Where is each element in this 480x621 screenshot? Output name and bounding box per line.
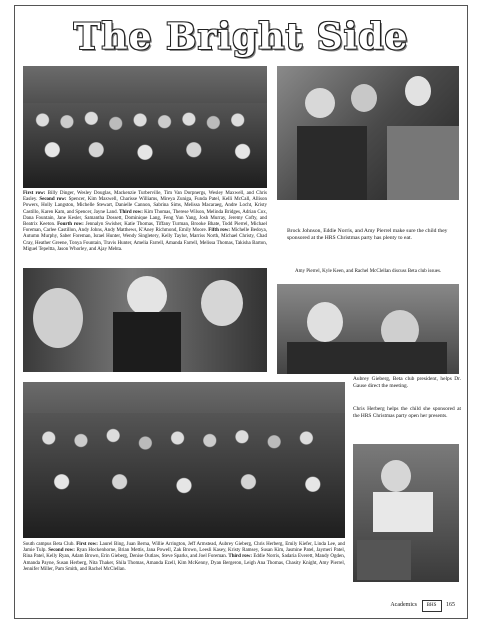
christmas-caption: Brock Johnson, Eddie Norris, and Amy Pierrel make sure the child they sponsored at the HRS Christmas party has plenty to eat.: [287, 228, 448, 241]
caption-row-text: Laurel Bing, Juan Berna, Willie Arrington, Jeff Armstead, Aubrey Gieberg, Chris Herberg, Emily Kiefer, Linda Lee, and Jamie Tulp.: [23, 542, 345, 554]
caption-row-text: Eddie Norris, Sadaria Everett, Mandy Ogden, Amanda Payne, Susan Herberg, Nita Thaker, Shila Thomas, Amanda Ezell, Kim McKenny, Dyan Bergeron, Leigh Ana Thomas, Chasity Knight, Amy Pierrel, Jennifer Miller, Pam Smith, and Rachel McClellan.: [23, 554, 345, 572]
aubrey-caption: Aubrey Gieberg, Beta club president, helps Dr. Gause direct the meeting.: [353, 376, 461, 389]
caption-row-text: Spencer, Kim Maxwell, Charisse Williams, Mireya Zuniga, Funda Patel, Kelli McCall, Allison Powers, Holly Langston, Michelle Stewart, Danielle Cannon, Sabrina Sims, Melissa Macaraeg, Andre Locht, Kristy Castillo, Karen Kam, and Spencer, Jayne Land.: [23, 197, 268, 215]
caption-row-label: Third row:: [228, 554, 254, 560]
beta-club-group-photo: [23, 66, 267, 188]
meeting-photo: [277, 284, 459, 374]
caption-row-text: Billy Dinger, Wesley Douglas, Mackenzie Turberville, Tim Van Dorpnergs, Wesley Maxwell, and Chris Easley.: [23, 191, 267, 203]
caption-intro: South campus Beta Club.: [23, 542, 77, 547]
caption-row-text: Jennalyn Swisher, Katie Thomas, Tiffany Turman, Brooke Bhate, Todd Pierrel, Michael Foreman, Carlee Castillon, Andy Johns, Andy Matthews, K'Aney Richmond, Emily Moore.: [23, 222, 268, 234]
discuss-caption: Amy Pierrel, Kyle Keen, and Rachel McClellan discuss Beta club issues.: [295, 269, 442, 274]
page-number: 165: [446, 602, 455, 608]
yearbook-page: [14, 5, 468, 619]
caption-row-text: Ryan Hockenhorne, Brian Mettis, Jana Powell, Zak Brown, Leesli Kasey, Kristy Ramsey, Susan Kim, Jasmine Patel, Jaymeri Patel, Rina Patel, Kelly Ryan, Adam Brown, Erin Gieberg, Denise Outlaw, Steve Sparks, and Joel Foreman.: [23, 548, 345, 560]
beta-club-discussion-photo: [23, 268, 267, 372]
caption-row-text: Kim Thomas, Therese Wilson, Melinda Bridges, Adrian Cox, Dana Fountain, Jane Kesler, Samantha Dossett, Dominique Lang, Feng Yun Yang, Josh Murray, Jeremy Cofty, and Beatrix Keeton.: [23, 209, 267, 228]
beta-club-caption: [23, 191, 267, 253]
south-campus-caption: [23, 542, 345, 573]
caption-row-label: Second row:: [39, 197, 69, 203]
chris-caption: Chris Herberg helps the child she sponsored at the HRS Christmas party open her presents.: [353, 406, 461, 419]
page-title: The Bright Side: [73, 16, 409, 58]
presents-photo: [353, 444, 459, 582]
caption-row-label: Second row:: [48, 548, 77, 554]
caption-row-label: Fifth row:: [208, 228, 232, 234]
caption-row-text: Michelle Bedoya, Autumn Murphy, Saber Foreman, Israel Hunter, Wendy Singletery, Kelly Taylor, Marriss North, Michael Christy, Chad Cray, Heather Greene, Tonya Fountain, Travis Hunter, Amelia Farrell, Amanda Farrell, Melissa Thomas, Takisha Barton, Miguel Tepeltta, Jason Whorley, and Ajay Mehta.: [23, 228, 267, 252]
section-label: Academics: [390, 602, 417, 608]
school-logo: BHS: [422, 600, 442, 612]
caption-row-label: Fourth row:: [57, 222, 86, 228]
caption-row-label: First row:: [76, 542, 100, 547]
caption-row-label: Third row:: [119, 209, 145, 215]
caption-row-label: First row:: [23, 191, 48, 196]
christmas-party-photo: [277, 66, 459, 200]
page-footer: [390, 600, 455, 612]
south-campus-group-photo: [23, 382, 345, 538]
